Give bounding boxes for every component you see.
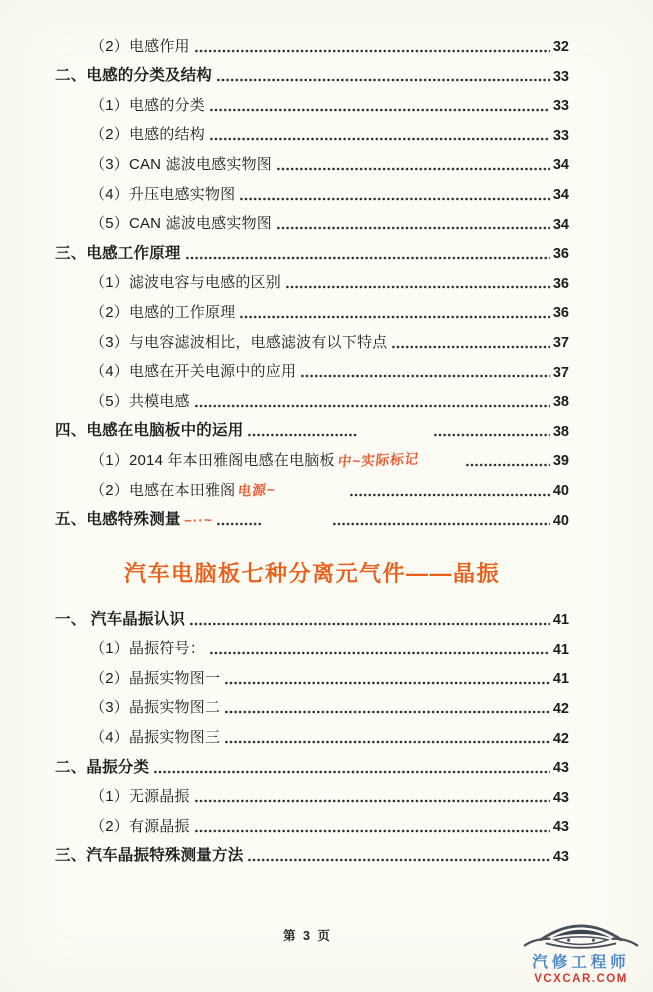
dot-leader [225, 740, 550, 744]
toc-entry-label: （1）晶振符号： [90, 640, 205, 658]
toc-entry-page: 32 [552, 39, 569, 56]
toc-entry [55, 322, 569, 352]
red-scribble-mark: 电源~ [237, 481, 277, 499]
dot-leader [466, 463, 550, 467]
dot-leader [301, 374, 550, 378]
erased-gap [419, 469, 461, 470]
logo-brand-text: 汽修工程师 [532, 954, 630, 971]
toc-entry [55, 85, 569, 115]
dot-leader [248, 858, 549, 862]
toc-entry-label: （1）滤波电容与电感的区别 [90, 274, 281, 292]
toc-entry-page: 43 [552, 760, 569, 777]
toc-entry-page: 39 [552, 453, 569, 470]
toc-entry [55, 411, 569, 441]
toc-entry-page: 43 [552, 789, 569, 806]
toc-entry-label: （3）晶振实物图二 [90, 699, 221, 717]
toc-entry-page: 40 [552, 512, 569, 529]
toc-entry-page: 38 [552, 423, 569, 440]
toc-entry-label: （2）电感在本田雅阁 [90, 481, 236, 499]
toc-entry-label: 三、电感工作原理 [55, 244, 181, 262]
toc-entry [55, 500, 569, 530]
dot-leader [286, 285, 550, 289]
car-logo-icon [520, 914, 642, 954]
toc-entry [55, 56, 569, 86]
toc-entry-page: 40 [552, 483, 569, 499]
toc-entry [55, 658, 569, 688]
toc-entry-label: 二、电感的分类及结构 [55, 67, 213, 85]
dot-leader [434, 433, 550, 437]
logo-domain-text: VCXCAR.COM [534, 972, 628, 985]
dot-leader [154, 770, 550, 774]
toc-entry-page: 33 [552, 68, 569, 85]
toc-entry-label: （2）晶振实物图一 [90, 669, 221, 687]
toc-entry-label: （1）2014 年本田雅阁电感在电脑板 [90, 451, 335, 469]
red-scribble-mark: ~··~ [182, 512, 214, 529]
dot-leader [240, 315, 550, 319]
erased-gap [276, 499, 345, 500]
toc-entry-label: （4）晶振实物图三 [90, 729, 221, 747]
dot-leader [210, 651, 550, 655]
toc-entry [55, 381, 569, 411]
toc-entry-page: 38 [552, 394, 569, 411]
toc-entry [55, 292, 569, 322]
toc-entry [55, 836, 569, 866]
page-number-label: 第 3 页 [283, 929, 332, 943]
dot-leader [350, 493, 550, 497]
toc-entry-page: 43 [552, 848, 569, 865]
toc-entry [55, 747, 569, 777]
toc-entry-label: （3）CAN 滤波电感实物图 [90, 155, 272, 173]
toc-entry [55, 599, 569, 629]
vcxcar-logo [515, 914, 647, 985]
red-scribble-mark: 中~实际标记 [336, 451, 420, 470]
toc-entry-page: 34 [552, 187, 569, 204]
toc-entry [55, 204, 569, 234]
toc-entry [55, 115, 569, 145]
dot-leader [277, 167, 550, 171]
toc-entry [55, 440, 569, 470]
dot-leader [210, 108, 550, 112]
toc-entry-label: 三、汽车晶振特殊测量方法 [55, 847, 244, 865]
toc-entry-label: （2）电感的工作原理 [90, 303, 236, 321]
dot-leader [225, 710, 550, 714]
toc-entry [55, 233, 569, 263]
toc-entry-label: （4）电感在开关电源中的应用 [90, 363, 297, 381]
dot-leader [190, 622, 550, 626]
dot-leader [195, 49, 550, 53]
dot-leader [195, 829, 550, 833]
toc-entry-page: 41 [552, 641, 569, 658]
toc-entry-page: 37 [552, 364, 569, 381]
toc-entry-page: 33 [552, 127, 569, 144]
dot-leader [186, 256, 550, 260]
toc-entry [55, 629, 569, 659]
toc-entry-label: 五、电感特殊测量 [55, 511, 181, 529]
toc-entry-label: 一、 汽车晶振认识 [55, 610, 186, 628]
toc-entry-page: 34 [552, 216, 569, 233]
toc-entry-label: （4）升压电感实物图 [90, 185, 236, 203]
toc-entry [55, 470, 569, 500]
dot-leader [277, 226, 550, 230]
dot-leader [225, 681, 550, 685]
toc-entry [55, 688, 569, 718]
toc-entry-page: 36 [552, 305, 569, 322]
toc-entry-page: 36 [552, 275, 569, 292]
table-of-contents [55, 26, 569, 865]
toc-entry-label: 四、电感在电脑板中的运用 [55, 422, 244, 440]
erased-gap [359, 439, 429, 440]
dot-leader [195, 799, 550, 803]
toc-entry-label: （2）电感的结构 [90, 126, 205, 144]
section-heading: 汽车电脑板七种分离元气件——晶振 [123, 561, 500, 587]
toc-entry-label: （5）CAN 滤波电感实物图 [90, 215, 272, 233]
dot-leader [217, 78, 550, 82]
toc-entry [55, 26, 569, 56]
toc-entry-label: （1）电感的分类 [90, 96, 205, 114]
dot-leader [248, 433, 356, 437]
toc-entry-page: 42 [552, 730, 569, 747]
toc-entry [55, 144, 569, 174]
dot-leader [210, 137, 550, 141]
toc-entry [55, 777, 569, 807]
toc-entry [55, 263, 569, 293]
toc-entry-label: （1）无源晶振 [90, 788, 190, 806]
dot-leader [240, 197, 550, 201]
toc-entry-page: 36 [552, 246, 569, 263]
toc-entry [55, 806, 569, 836]
dot-leader [217, 522, 262, 526]
toc-entry [55, 174, 569, 204]
toc-entry [55, 352, 569, 382]
toc-entry-label: （5）共模电感 [90, 392, 190, 410]
toc-entry-page: 34 [552, 157, 569, 174]
toc-entry-label: （2）有源晶振 [90, 817, 190, 835]
toc-entry-label: 二、晶振分类 [55, 758, 150, 776]
dot-leader [333, 522, 550, 526]
toc-entry-label: （3）与电容滤波相比，电感滤波有以下特点 [90, 333, 388, 351]
toc-entry-page: 43 [552, 819, 569, 836]
toc-entry-page: 33 [552, 98, 569, 115]
dot-leader [392, 345, 550, 349]
toc-entry-label: （2）电感作用 [90, 37, 190, 55]
erased-gap [264, 528, 328, 529]
toc-entry-page: 41 [552, 671, 569, 688]
toc-entry-page: 37 [552, 335, 569, 352]
toc-entry-page: 42 [552, 700, 569, 717]
toc-entry [55, 717, 569, 747]
dot-leader [195, 404, 550, 408]
toc-entry-page: 41 [552, 612, 569, 629]
